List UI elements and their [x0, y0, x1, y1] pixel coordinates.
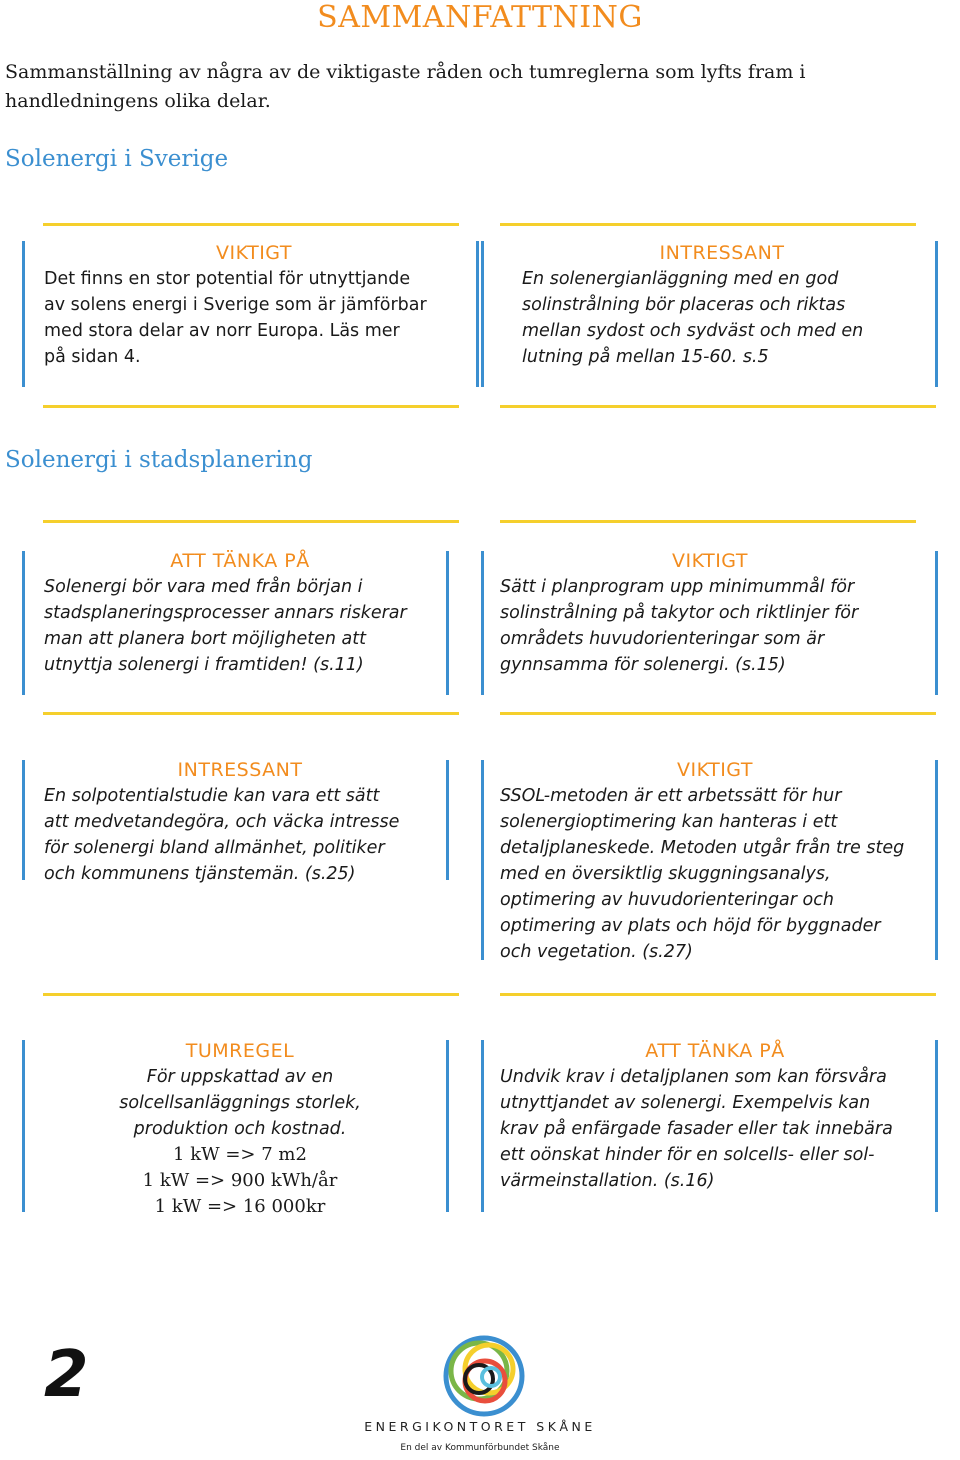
box-left-line — [481, 760, 484, 960]
box-label: INTRESSANT — [177, 759, 303, 781]
box-bottom-rule — [500, 712, 936, 715]
box-right-line — [446, 1040, 449, 1212]
box-label: INTRESSANT — [659, 242, 785, 264]
box-top-rule — [500, 520, 916, 523]
box-label: VIKTIGT — [677, 759, 753, 781]
box-text: Undvik krav i detaljplanen som kan försvåra utnyttjandet av solenergi. Exempelvis kan krav på enfärgade fasader eller tak innebära ett oönskat hinder för en solcells- eller sol- värmeinstallation. (s.16) — [500, 1067, 893, 1191]
box-left-line — [22, 551, 25, 695]
box-label: VIKTIGT — [216, 242, 292, 264]
box-top-rule — [43, 223, 459, 226]
intro-paragraph: Sammanställning av några av de viktigaste råden och tumreglerna som lyfts fram i handledningens olika delar. — [5, 61, 806, 112]
box-top-rule — [500, 223, 916, 226]
box-text: SSOL-metoden är ett arbetssätt för hur solenergioptimering kan hanteras i ett detaljplaneskede. Metoden utgår från tre steg med en översiktlig skuggningsanalys, optimering av huvudorienteringar och optimering av plats och höjd för byggnader och vegetation. (s.27) — [500, 786, 905, 962]
box-bottom-rule — [43, 712, 459, 715]
box-left-line — [481, 241, 484, 387]
section-heading-solenergi-i-sverige: Solenergi i Sverige — [5, 146, 229, 172]
box-label: ATT TÄNKA PÅ — [645, 1040, 785, 1062]
box-text: Sätt i planprogram upp minimummål för solinstrålning på takytor och riktlinjer för områdets huvudorienteringar som är gynnsamma för solenergi. (s.15) — [500, 577, 859, 675]
box-right-line — [446, 551, 449, 695]
box-label: VIKTIGT — [672, 550, 748, 572]
box-left-line — [22, 241, 25, 387]
box-bottom-rule — [500, 405, 936, 408]
rule-of-thumb-formulas — [44, 1142, 436, 1220]
box-top-rule — [43, 520, 459, 523]
logo-name: ENERGIKONTORET SKÅNE — [364, 1419, 596, 1434]
page-number: 2 — [44, 1338, 89, 1412]
box-bottom-rule — [43, 405, 459, 408]
box-left-line — [481, 551, 484, 695]
box-right-line — [476, 241, 479, 387]
box-left-line — [481, 1040, 484, 1212]
box-right-line — [935, 1040, 938, 1212]
box-text: Solenergi bör vara med från början i stadsplaneringsprocesser annars riskerar man att planera bort möjligheten att utnyttja solenergi i framtiden! (s.11) — [44, 577, 407, 675]
box-text: För uppskattad av en solcellsanläggnings storlek, produktion och kostnad. — [119, 1067, 361, 1139]
box-right-line — [935, 551, 938, 695]
box-left-line — [22, 760, 25, 880]
box-bottom-rule — [43, 993, 459, 996]
page-title: SAMMANFATTNING — [317, 0, 643, 35]
energikontoret-logo-icon — [441, 1333, 527, 1419]
box-label: TUMREGEL — [185, 1040, 295, 1062]
formula-line: 1 kW => 900 kWh/år — [142, 1170, 338, 1191]
box-text: En solenergianläggning med en god solinstrålning bör placeras och riktas mellan sydost och sydväst och med en lutning på mellan 15-60. s.5 — [522, 269, 864, 367]
box-right-line — [935, 760, 938, 960]
section-heading-solenergi-i-stadsplanering: Solenergi i stadsplanering — [5, 447, 313, 473]
formula-line: 1 kW => 16 000kr — [154, 1196, 326, 1217]
box-text: Det finns en stor potential för utnyttjande av solens energi i Sverige som är jämförbar med stora delar av norr Europa. Läs mer på sidan 4. — [44, 269, 427, 367]
box-left-line — [22, 1040, 25, 1212]
box-right-line — [935, 241, 938, 387]
box-right-line — [446, 760, 449, 880]
formula-line: 1 kW => 7 m2 — [173, 1144, 307, 1165]
box-text: En solpotentialstudie kan vara ett sätt att medvetandegöra, och väcka intresse för solenergi bland allmänhet, politiker och kommunens tjänstemän. (s.25) — [44, 786, 400, 884]
logo-tagline: En del av Kommunförbundet Skåne — [400, 1443, 560, 1453]
box-bottom-rule — [500, 993, 936, 996]
box-label: ATT TÄNKA PÅ — [170, 550, 310, 572]
